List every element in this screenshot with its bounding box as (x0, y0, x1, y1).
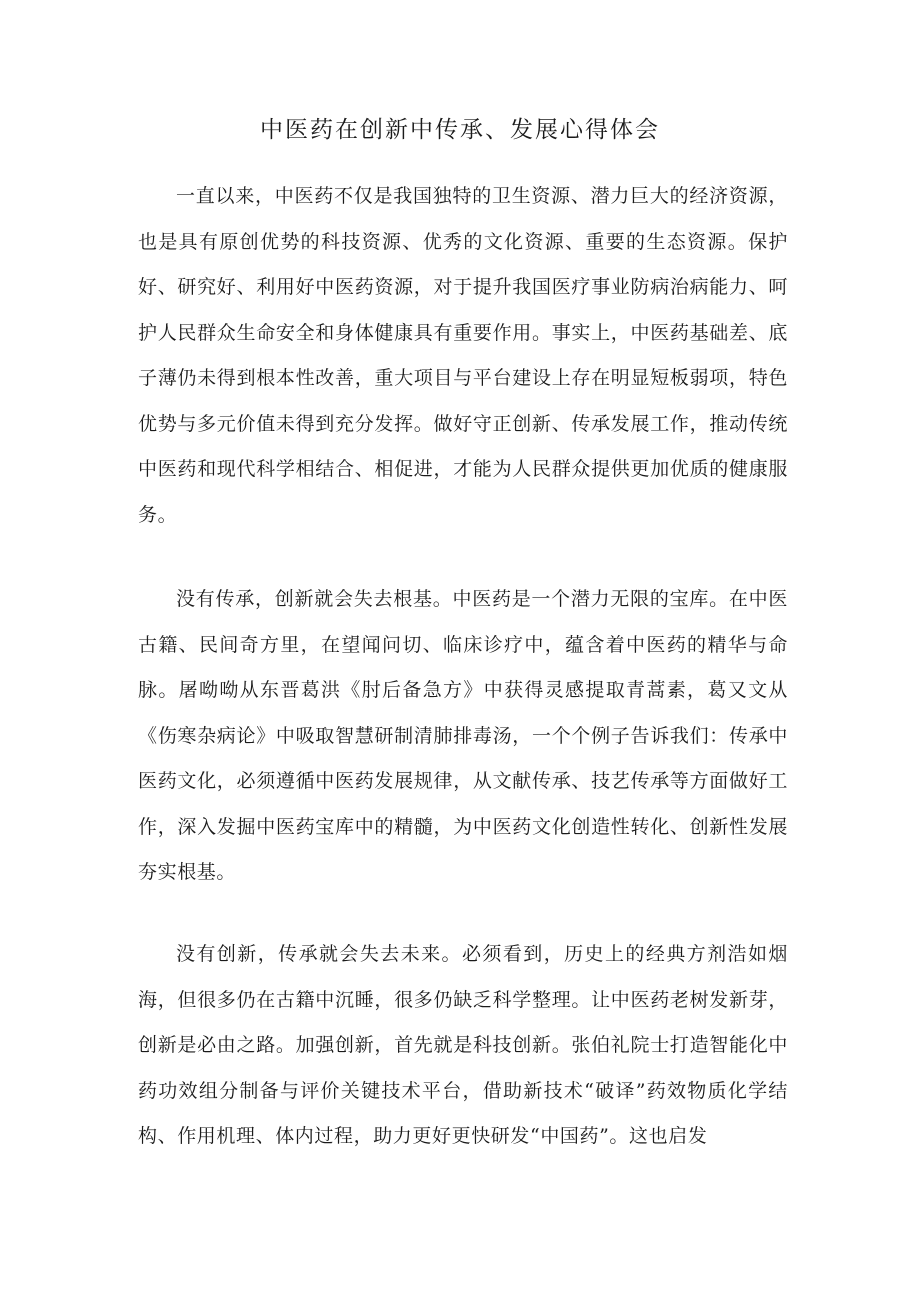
paragraph-3: 没有创新，传承就会失去未来。必须看到，历史上的经典方剂浩如烟海，但很多仍在古籍中沉睡，很多仍缺乏科学整理。让中医药老树发新芽，创新是必由之路。加强创新，首先就是科技创新。张伯礼院士打造智能化中药功效组分制备与评价关键技术平台，借助新技术“破译”药效物质化学结构、作用机理、体内过程，助力更好更快研发“中国药”。这也启发 (138, 943, 788, 1147)
document-title: 中医药在创新中传承、发展心得体会 (260, 117, 660, 143)
paragraph-2: 没有传承，创新就会失去根基。中医药是一个潜力无限的宝库。在中医古籍、民间奇方里，在望闻问切、临床诊疗中，蕴含着中医药的精华与命脉。屠呦呦从东晋葛洪《肘后备急方》中获得灵感提取青蒿素，葛又文从《伤寒杂病论》中吸取智慧研制清肺排毒汤，一个个例子告诉我们：传承中医药文化，必须遵循中医药发展规律，从文献传承、技艺传承等方面做好工作，深入发掘中医药宝库中的精髓，为中医药文化创造性转化、创新性发展夯实根基。 (138, 588, 788, 883)
paragraph-1: 一直以来，中医药不仅是我国独特的卫生资源、潜力巨大的经济资源，也是具有原创优势的科技资源、优秀的文化资源、重要的生态资源。保护好、研究好、利用好中医药资源，对于提升我国医疗事业防病治病能力、呵护人民群众生命安全和身体健康具有重要作用。事实上，中医药基础差、底子薄仍未得到根本性改善，重大项目与平台建设上存在明显短板弱项，特色优势与多元价值未得到充分发挥。做好守正创新、传承发展工作，推动传统中医药和现代科学相结合、相促进，才能为人民群众提供更加优质的健康服务。 (138, 185, 788, 526)
